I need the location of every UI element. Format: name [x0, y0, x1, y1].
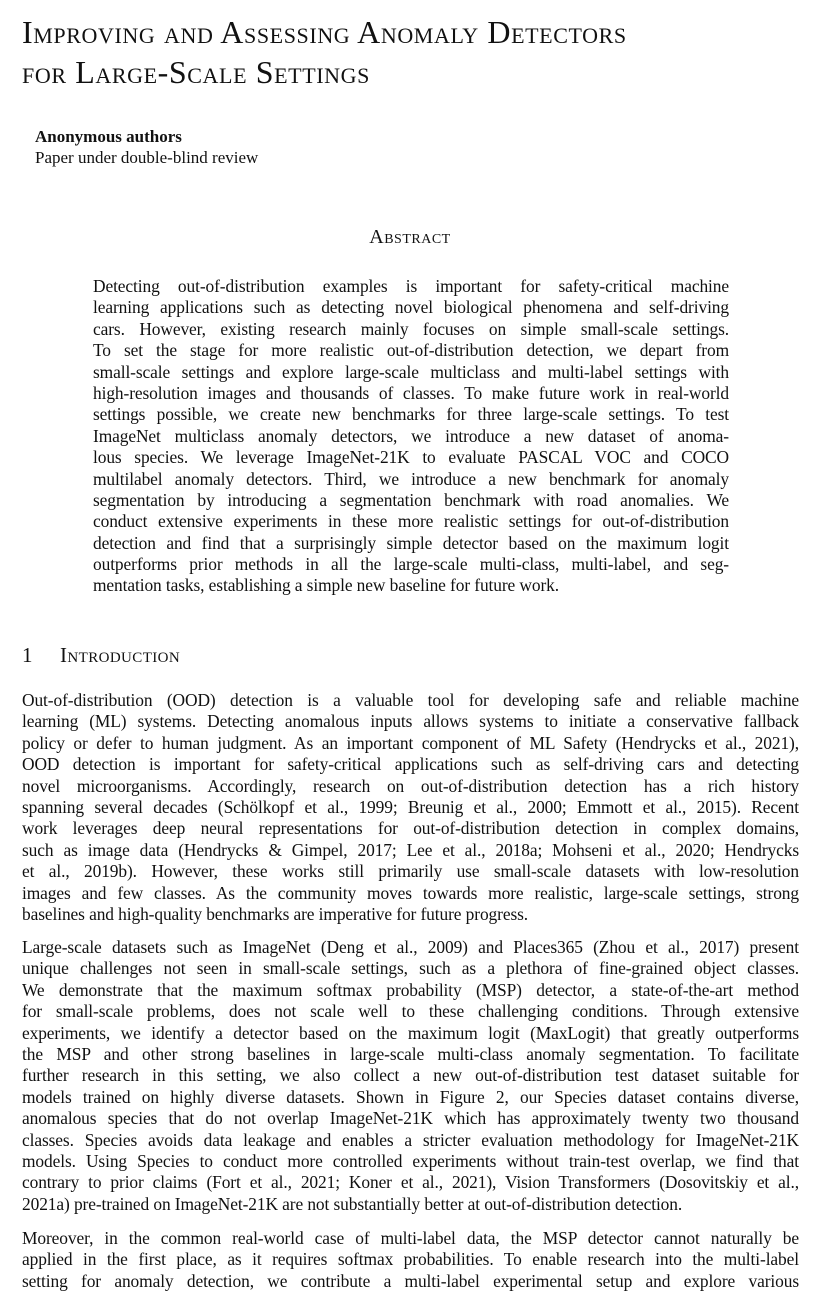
text-line: learning applications such as detecting novel biological phenomena and self-driving [93, 297, 729, 318]
text-line: such as image data (Hendrycks & Gimpel, 2017; Lee et al., 2018a; Mohseni et al., 2020; Hendrycks [22, 839, 799, 860]
text-line: work leverages deep neural representations for out-of-distribution detection in complex domains, [22, 818, 799, 839]
text-line: models. Using Species to conduct more controlled experiments without train-test overlap, we find that [22, 1150, 799, 1171]
text-line: conduct extensive experiments in these more realistic settings for out-of-distribution [93, 511, 729, 532]
text-line: et al., 2019b). However, these works still primarily use small-scale datasets with low-resolution [22, 861, 799, 882]
text-line: Moreover, in the common real-world case of multi-label data, the MSP detector cannot naturally be [22, 1228, 799, 1248]
text-line: cars. However, existing research mainly focuses on simple small-scale settings. [93, 318, 729, 339]
text-line: Large-scale datasets such as ImageNet (Deng et al., 2009) and Places365 (Zhou et al., 2017) present [22, 937, 799, 957]
text-line: classes. Species avoids data leakage and enables a stricter evaluation methodology for ImageNet-21K [22, 1129, 799, 1150]
section-number: 1 [22, 643, 33, 667]
text-line: setting for anomaly detection, we contribute a multi-label experimental setup and explore various [22, 1270, 799, 1291]
text-line: unique challenges not seen in small-scale settings, such as a plethora of fine-grained object classes. [22, 958, 799, 979]
abstract-heading: Abstract [369, 226, 451, 248]
text-line: experiments, we identify a detector based on the maximum logit (MaxLogit) that greatly outperforms [22, 1022, 799, 1043]
text-line: anomalous species that do not overlap ImageNet-21K which has approximately twenty two thousand [22, 1108, 799, 1129]
text-line: baselines and high-quality benchmarks are imperative for future progress. [22, 903, 529, 924]
text-line: learning (ML) systems. Detecting anomalous inputs allows systems to initiate a conservative fallback [22, 711, 799, 732]
text-line: Out-of-distribution (OOD) detection is a valuable tool for developing safe and reliable machine [22, 690, 799, 710]
text-line: 2021a) pre-trained on ImageNet-21K are not substantially better at out-of-distribution detection. [22, 1193, 683, 1214]
text-line: novel microorganisms. Accordingly, research on out-of-distribution detection has a rich history [22, 775, 799, 796]
text-line: small-scale settings and explore large-scale multiclass and multi-label settings with [93, 361, 729, 382]
text-line: spanning several decades (Schölkopf et al., 1999; Breunig et al., 2000; Emmott et al., 2015). Recent [22, 796, 799, 817]
intro-paragraph-3 [22, 1228, 799, 1292]
paper-title [22, 12, 812, 92]
text-line: mentation tasks, establishing a simple new baseline for future work. [93, 575, 560, 596]
text-line: outperforms prior methods in all the large-scale multi-class, multi-label, and seg- [93, 554, 729, 575]
text-line: the MSP and other strong baselines in large-scale multi-class anomaly segmentation. To facilitate [22, 1043, 799, 1064]
text-line: ImageNet multiclass anomaly detectors, we introduce a new dataset of anoma- [93, 425, 729, 446]
text-line: contrary to prior claims (Fort et al., 2021; Koner et al., 2021), Vision Transformers (Dosovitskiy et al., [22, 1172, 799, 1193]
paper-title-line: Improving and Assessing Anomaly Detectors [22, 14, 627, 50]
text-line: We demonstrate that the maximum softmax probability (MSP) detector, a state-of-the-art method [22, 979, 799, 1000]
text-line: further research in this setting, we also collect a new out-of-distribution test dataset suitable for [22, 1065, 799, 1086]
text-line: OOD detection is important for safety-critical applications such as self-driving cars and detecting [22, 754, 799, 775]
paper-title-line: for Large-Scale Settings [22, 54, 370, 90]
text-line: high-resolution images and thousands of classes. To make future work in real-world [93, 382, 729, 403]
text-line: To set the stage for more realistic out-of-distribution detection, we depart from [93, 340, 729, 361]
text-line: applied in the first place, as it requires softmax probabilities. To enable research into the multi-label [22, 1249, 799, 1270]
author-affiliation: Paper under double-blind review [35, 148, 259, 167]
intro-paragraph-1 [22, 690, 799, 925]
intro-paragraph-2 [22, 937, 799, 1215]
author-name: Anonymous authors [35, 127, 182, 146]
text-line: policy or defer to human judgment. As an important component of ML Safety (Hendrycks et al., 2021), [22, 732, 799, 753]
text-line: segmentation by introducing a segmentation benchmark with road anomalies. We [93, 489, 729, 510]
text-line: for small-scale problems, does not scale well to these challenging conditions. Through extensive [22, 1001, 799, 1022]
text-line: models trained on highly diverse datasets. Shown in Figure 2, our Species dataset contains diverse, [22, 1086, 799, 1107]
text-line: Detecting out-of-distribution examples is important for safety-critical machine [93, 276, 729, 296]
text-line: multilabel anomaly detectors. Third, we introduce a new benchmark for anomaly [93, 468, 729, 489]
abstract-body [93, 276, 729, 597]
text-line: lous species. We leverage ImageNet-21K to evaluate PASCAL VOC and COCO [93, 447, 729, 468]
section-title: Introduction [60, 643, 181, 667]
text-line: images and few classes. As the community moves towards more realistic, large-scale settings, strong [22, 882, 799, 903]
author-block [35, 126, 258, 168]
section-heading-introduction [22, 643, 180, 668]
text-line: detection and find that a surprisingly simple detector based on the maximum logit [93, 532, 729, 553]
text-line: settings possible, we create new benchmarks for three large-scale settings. To test [93, 404, 729, 425]
